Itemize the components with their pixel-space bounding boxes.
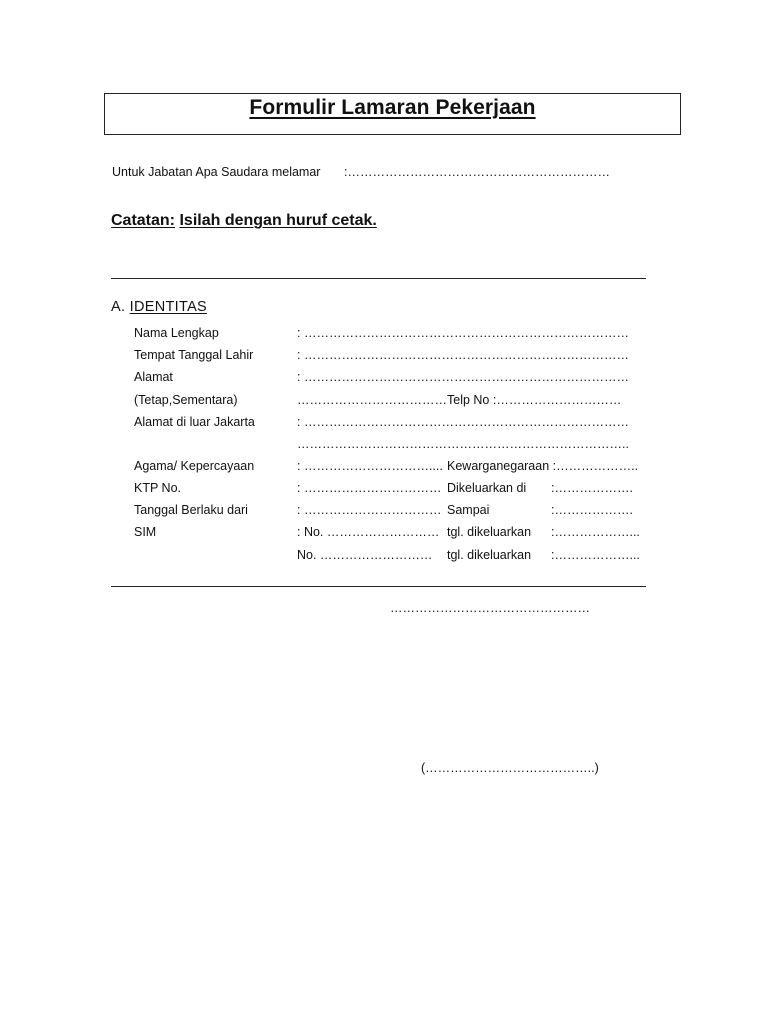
form-row-sim xyxy=(0,525,768,543)
divider-top xyxy=(111,278,646,279)
field-label: Tempat Tanggal Lahir xyxy=(134,348,254,362)
form-row-alamat xyxy=(0,370,768,388)
section-a-letter: A. xyxy=(111,299,126,315)
field-label: KTP No. xyxy=(134,481,182,495)
field-blank[interactable]: : …………………………… xyxy=(297,503,442,517)
field-blank[interactable]: : …………………………………………………………………… xyxy=(297,326,629,340)
field-label: SIM xyxy=(134,525,157,539)
position-label: Untuk Jabatan Apa Saudara melamar xyxy=(112,165,321,179)
form-row-tanggal-berlaku xyxy=(0,503,768,521)
divider-bottom xyxy=(111,586,646,587)
note-text: Isilah dengan huruf cetak. xyxy=(179,212,377,229)
form-row-sim-2 xyxy=(0,548,768,566)
field-label: Tanggal Berlaku dari xyxy=(134,503,248,517)
note xyxy=(111,212,377,230)
form-row-alamat-status xyxy=(0,393,768,411)
field-blank[interactable]: :………………. xyxy=(551,481,633,495)
field-blank[interactable]: :………………... xyxy=(551,548,640,562)
field-blank[interactable]: …………………………………………………………………….. xyxy=(297,437,629,451)
field-blank[interactable]: : …………………………… xyxy=(297,481,442,495)
section-a-heading xyxy=(111,299,207,315)
position-field[interactable]: :……………………………………………………… xyxy=(344,165,610,179)
form-row-tempat-tanggal-lahir xyxy=(0,348,768,366)
field-label: Agama/ Kepercayaan xyxy=(134,459,255,473)
field-blank[interactable]: :………………... xyxy=(551,525,640,539)
field-blank[interactable]: : No. ……………………… xyxy=(297,525,440,539)
form-row-nama-lengkap xyxy=(0,326,768,344)
form-title: Formulir Lamaran Pekerjaan xyxy=(249,96,536,119)
field-label: Alamat di luar Jakarta xyxy=(134,415,255,429)
form-row-alamat-luar-jakarta xyxy=(0,415,768,433)
field-label: (Tetap,Sementara) xyxy=(134,393,238,407)
field-blank[interactable]: No. ……………………… xyxy=(297,548,433,562)
field-sublabel: Dikeluarkan di xyxy=(447,481,527,495)
place-date-field[interactable]: ………………………………………… xyxy=(390,601,590,615)
signature-field[interactable]: (…………………………………..) xyxy=(421,761,599,775)
field-label: Nama Lengkap xyxy=(134,326,219,340)
field-blank-telp[interactable]: ………………………………Telp No :………………………… xyxy=(297,393,622,407)
field-sublabel: tgl. dikeluarkan xyxy=(447,525,532,539)
field-label: Alamat xyxy=(134,370,173,384)
section-a-title: IDENTITAS xyxy=(129,299,208,315)
form-row-agama xyxy=(0,459,768,477)
field-blank[interactable]: : ………………………….... xyxy=(297,459,443,473)
form-row-alamat-luar-jakarta-cont xyxy=(0,437,768,455)
field-blank[interactable]: : …………………………………………………………………… xyxy=(297,348,629,362)
form-row-ktp xyxy=(0,481,768,499)
field-blank[interactable]: : …………………………………………………………………… xyxy=(297,415,629,429)
note-label: Catatan: xyxy=(111,212,176,229)
field-blank[interactable]: :………………. xyxy=(551,503,633,517)
form-title-box xyxy=(104,93,681,135)
field-blank-kewarganegaraan[interactable]: Kewarganegaraan :……………….. xyxy=(447,459,639,473)
field-blank[interactable]: : …………………………………………………………………… xyxy=(297,370,629,384)
field-sublabel: Sampai xyxy=(447,503,490,517)
field-sublabel: tgl. dikeluarkan xyxy=(447,548,532,562)
